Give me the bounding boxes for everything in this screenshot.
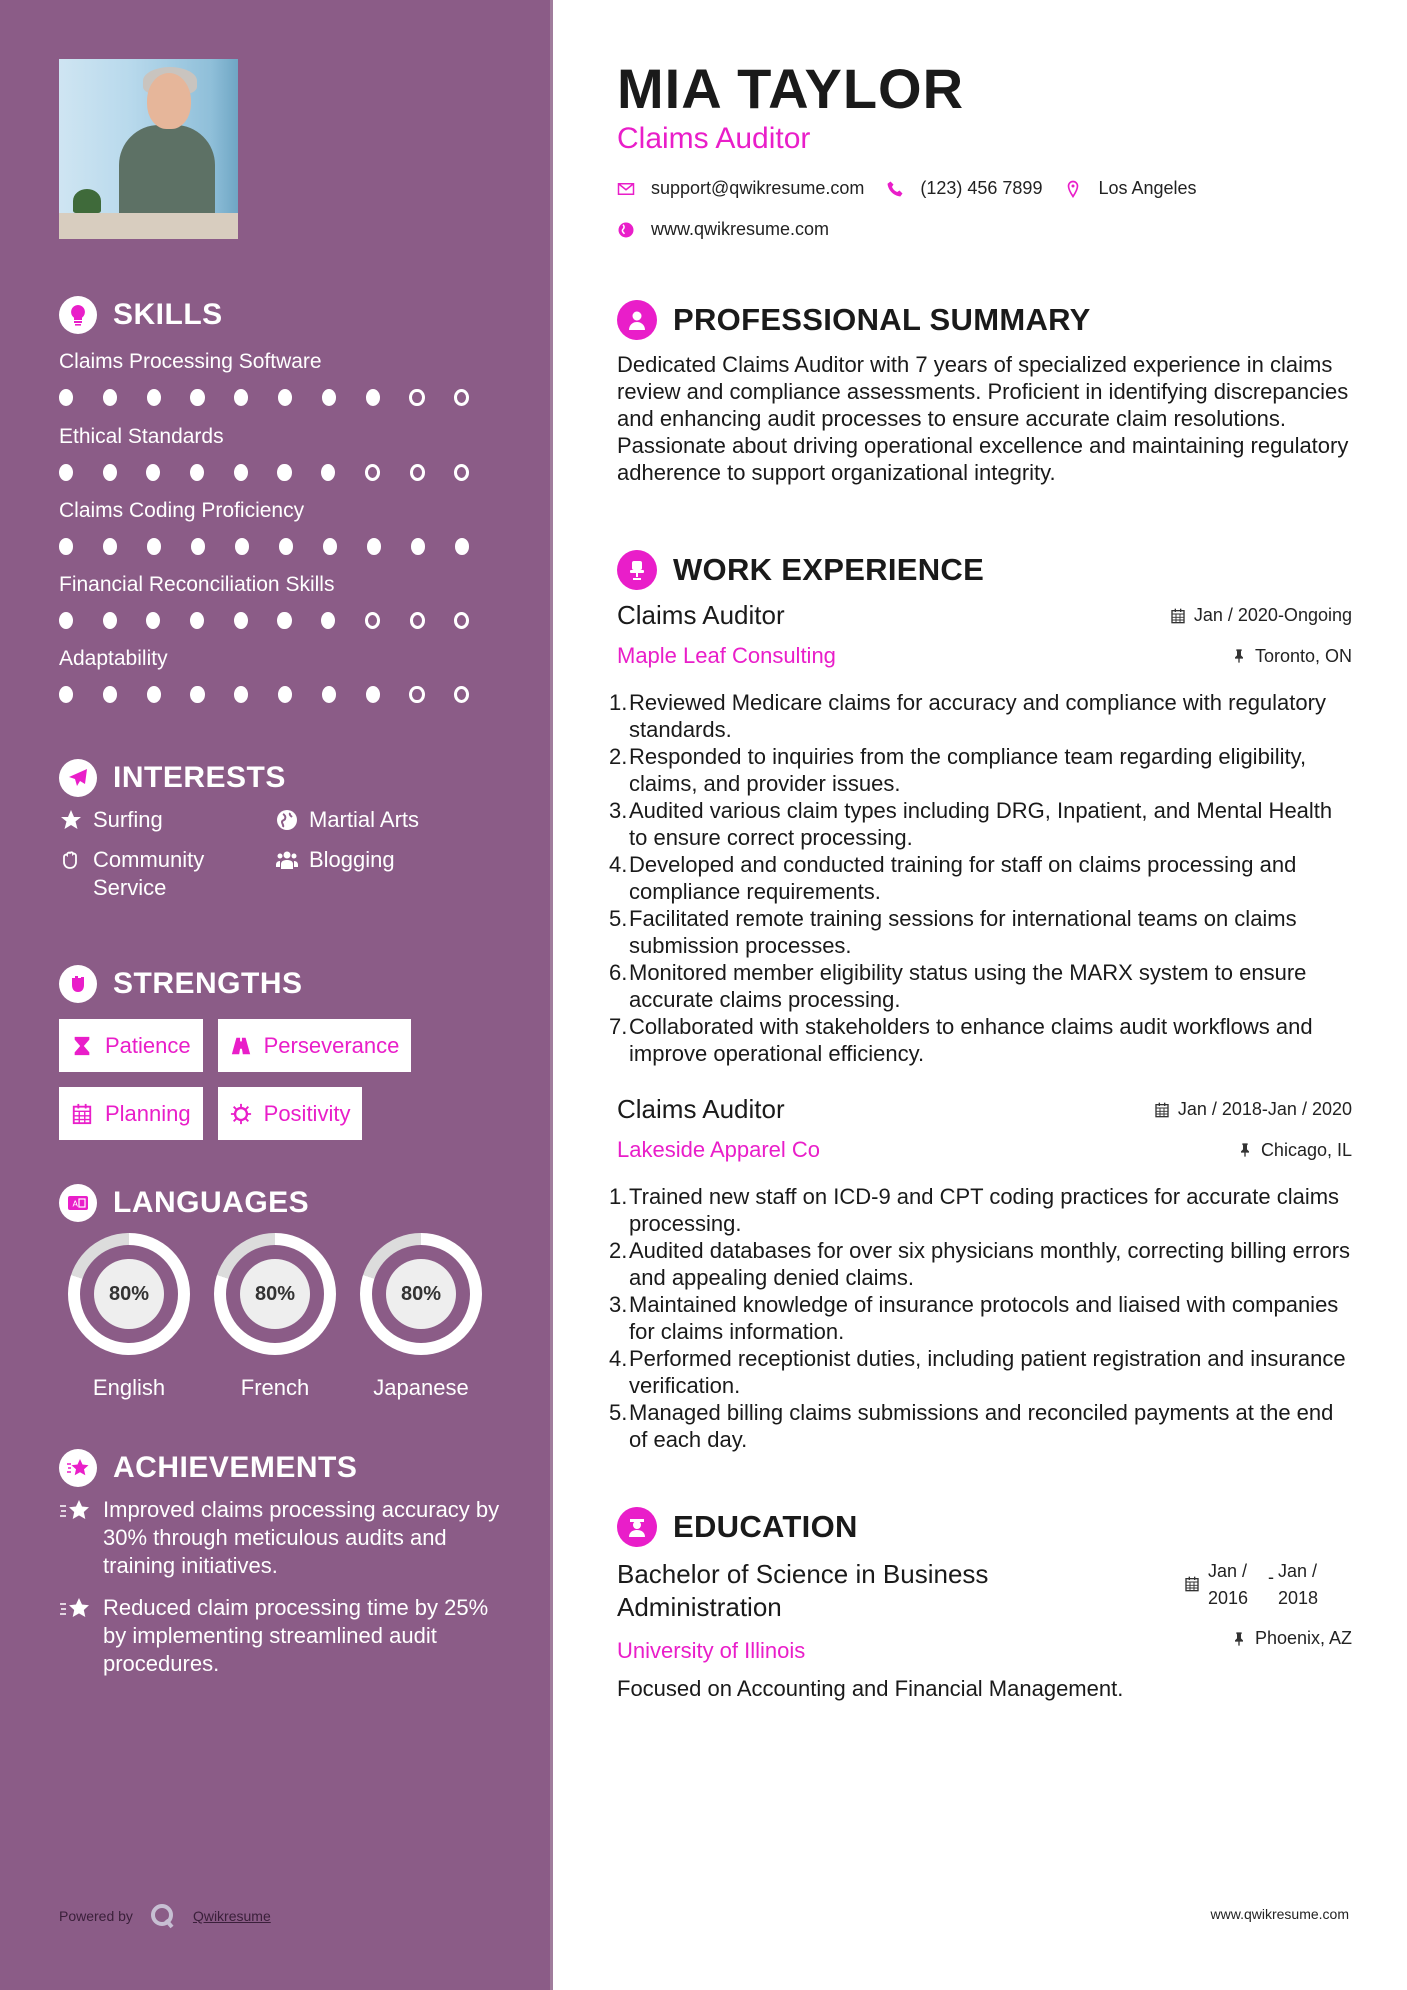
education-entry (617, 1558, 1352, 1702)
user-icon (617, 300, 657, 340)
contact-phone (886, 178, 1042, 199)
globe-icon (617, 221, 635, 239)
rating-dot-filled (277, 612, 291, 629)
bullet-item: 1. Trained new staff on ICD-9 and CPT coding practices for accurate claims processing. (609, 1184, 1340, 1236)
rating-dot-filled (321, 464, 335, 481)
location-text: Los Angeles (1098, 178, 1197, 198)
lightbulb-icon (59, 296, 97, 334)
languages-list (56, 1233, 494, 1401)
phone-icon (886, 180, 904, 198)
rating-dot-filled (190, 389, 204, 406)
achievement-text: Reduced claim processing time by 25% by implementing streamlined audit procedures. (103, 1595, 489, 1676)
interest-label: Martial Arts (309, 807, 420, 832)
job-bullets (609, 1183, 1352, 1453)
education-dates (1184, 1558, 1330, 1612)
rating-dot-empty (454, 464, 469, 481)
bullet-item: 2. Responded to inquiries from the compliance team regarding eligibility, claims, and provider issues. (609, 744, 1307, 796)
rating-dot-filled (455, 538, 469, 555)
job-location-text: Chicago, IL (1260, 1139, 1352, 1160)
rating-dot-filled (321, 612, 335, 629)
calendar-icon (1184, 1576, 1200, 1592)
profile-photo (59, 59, 238, 239)
skill-item (59, 424, 499, 481)
degree-title: Bachelor of Science in Business Administration (617, 1559, 989, 1622)
skill-item (59, 646, 499, 703)
photo-head (147, 73, 191, 129)
rating-dot-filled (59, 686, 73, 703)
rating-dot-filled (366, 686, 380, 703)
bullet-item: 1. Reviewed Medicare claims for accuracy and compliance with regulatory standards. (609, 690, 1326, 742)
rating-dot-empty (365, 612, 380, 629)
bullet-item: 3. Audited various claim types including DRG, Inpatient, and Mental Health to ensure correct processing. (609, 798, 1333, 850)
calendar-icon (1154, 1102, 1170, 1118)
rating-dot-filled (190, 686, 204, 703)
skill-rating (59, 538, 499, 555)
skill-rating (59, 464, 499, 481)
skill-rating (59, 686, 499, 703)
job-location-text: Toronto, ON (1254, 645, 1352, 666)
rating-dot-filled (59, 538, 73, 555)
candidate-name: MIA TAYLOR (617, 57, 965, 120)
rating-dot-filled (147, 389, 161, 406)
skill-item (59, 572, 499, 629)
job-bullets (609, 689, 1352, 1067)
experience-heading (617, 550, 984, 590)
skills-title: SKILLS (113, 298, 223, 331)
education-end: Jan / 2018 (1278, 1561, 1319, 1608)
language-item (348, 1233, 494, 1401)
interest-label: Blogging (309, 847, 395, 872)
education-title: EDUCATION (673, 1509, 858, 1544)
strength-badge (218, 1019, 412, 1072)
skill-rating (59, 612, 499, 629)
strength-label: Positivity (263, 1100, 351, 1126)
languages-heading (59, 1184, 309, 1222)
education-description: Focused on Accounting and Financial Management. (617, 1676, 1124, 1701)
pushpin-icon (1231, 648, 1247, 664)
company-name: Lakeside Apparel Co (617, 1137, 821, 1162)
achievement-item (59, 1594, 519, 1678)
skill-item (59, 349, 499, 406)
rating-dot-filled (278, 389, 292, 406)
contact-location (1064, 178, 1196, 199)
company-name: Maple Leaf Consulting (617, 643, 836, 668)
interest-item (275, 806, 495, 834)
road-icon (230, 1035, 252, 1057)
language-percent: 80% (94, 1259, 164, 1329)
achievements-list (59, 1496, 519, 1692)
rating-dot-filled (59, 389, 73, 406)
footer-website[interactable]: www.qwikresume.com (1210, 1906, 1349, 1922)
strength-label: Planning (105, 1100, 191, 1126)
job-dates-text: Jan / 2020-Ongoing (1193, 605, 1352, 625)
language-name: English (92, 1375, 166, 1400)
rating-dot-empty (454, 686, 469, 703)
calendar-icon (71, 1103, 93, 1125)
bullet-item: 7. Collaborated with stakeholders to enhance claims audit workflows and improve operational efficiency. (609, 1014, 1313, 1066)
experience-title: WORK EXPERIENCE (673, 552, 985, 587)
interest-label: Surfing (93, 807, 163, 832)
achievement-text: Improved claims processing accuracy by 30% through meticulous audits and training initiatives. (103, 1497, 500, 1578)
star-icon (59, 808, 83, 832)
job-location (1231, 646, 1352, 667)
strength-badge (59, 1087, 203, 1140)
skill-name: Claims Coding Proficiency (59, 499, 305, 522)
rating-dot-filled (146, 464, 160, 481)
language-name: French (240, 1375, 310, 1400)
hourglass-icon (71, 1035, 93, 1057)
rating-dot-filled (234, 686, 248, 703)
strength-label: Perseverance (263, 1032, 400, 1058)
language-progress-ring (214, 1233, 336, 1355)
rating-dot-filled (146, 612, 160, 629)
education-location-text: Phoenix, AZ (1254, 1628, 1352, 1648)
paper-plane-icon (59, 759, 97, 797)
fist-icon (59, 965, 97, 1003)
phone-text: (123) 456 7899 (920, 178, 1043, 198)
rating-dot-filled (103, 612, 117, 629)
education-heading (617, 1507, 858, 1547)
photo-desk (59, 213, 238, 239)
achievement-item (59, 1496, 519, 1580)
strengths-heading (59, 965, 303, 1003)
candidate-role: Claims Auditor (617, 122, 811, 155)
skill-name: Adaptability (59, 647, 168, 670)
email-text[interactable]: support@qwikresume.com (651, 178, 865, 198)
language-progress-ring (68, 1233, 190, 1355)
interests-heading (59, 759, 286, 797)
interest-item (275, 846, 495, 902)
shooting-star-icon (59, 1596, 91, 1622)
job-dates (1154, 1099, 1352, 1120)
rating-dot-filled (59, 612, 73, 629)
rating-dot-filled (191, 538, 205, 555)
skill-name: Ethical Standards (59, 425, 224, 448)
rating-dot-filled (322, 686, 336, 703)
rating-dot-filled (322, 389, 336, 406)
rating-dot-filled (103, 464, 117, 481)
school-name: University of Illinois (617, 1638, 806, 1663)
powered-by (59, 1902, 271, 1930)
rating-dot-empty (409, 686, 424, 703)
education-location (1231, 1628, 1352, 1649)
rating-dot-filled (323, 538, 337, 555)
website-row (617, 219, 851, 240)
bullet-item: 6. Monitored member eligibility status using the MARX system to ensure accurate claims processing. (609, 960, 1307, 1012)
graduate-icon (617, 1507, 657, 1547)
interest-label: Community Service (93, 847, 205, 900)
rating-dot-empty (454, 612, 469, 629)
job-location (1237, 1140, 1352, 1161)
job-dates-text: Jan / 2018-Jan / 2020 (1177, 1099, 1352, 1119)
job-entry (609, 1094, 1352, 1453)
envelope-icon (617, 180, 635, 198)
language-name: Japanese (373, 1375, 469, 1400)
bullet-item: 4. Performed receptionist duties, including patient registration and insurance verification. (609, 1346, 1346, 1398)
rating-dot-filled (234, 464, 248, 481)
bullet-item: 2. Audited databases for over six physicians monthly, correcting billing errors and appealing denied claims. (609, 1238, 1351, 1290)
contact-email (617, 178, 864, 199)
skill-name: Claims Processing Software (59, 350, 322, 373)
language-percent: 80% (240, 1259, 310, 1329)
shooting-star-icon (59, 1449, 97, 1487)
rating-dot-filled (277, 464, 291, 481)
rating-dot-empty (410, 612, 425, 629)
education-date-separator: - (1268, 1567, 1274, 1587)
achievements-title: ACHIEVEMENTS (113, 1451, 358, 1484)
strengths-title: STRENGTHS (113, 967, 303, 1000)
interest-item (59, 806, 275, 834)
rating-dot-filled (103, 389, 117, 406)
rating-dot-filled (278, 686, 292, 703)
rating-dot-filled (59, 464, 73, 481)
rating-dot-filled (234, 389, 248, 406)
map-pin-icon (1064, 180, 1082, 198)
language-percent: 80% (386, 1259, 456, 1329)
rating-dot-filled (367, 538, 381, 555)
calendar-icon (1170, 608, 1186, 624)
rating-dot-filled (190, 464, 204, 481)
rating-dot-empty (409, 389, 424, 406)
language-item (56, 1233, 202, 1401)
skills-heading (59, 296, 223, 334)
shooting-star-icon (59, 1498, 91, 1524)
photo-body (119, 125, 215, 221)
job-title: Claims Auditor (617, 600, 785, 630)
interest-item (59, 846, 275, 902)
rating-dot-filled (234, 612, 248, 629)
summary-heading (617, 300, 1091, 340)
sun-icon (230, 1103, 252, 1125)
skill-rating (59, 389, 499, 406)
website-text[interactable]: www.qwikresume.com (651, 219, 830, 239)
globe-icon (275, 808, 299, 832)
bullet-item: 4. Developed and conducted training for staff on claims processing and compliance requirements. (609, 852, 1297, 904)
rating-dot-empty (410, 464, 425, 481)
rating-dot-filled (279, 538, 293, 555)
sidebar (0, 0, 553, 1990)
language-progress-ring (360, 1233, 482, 1355)
rating-dot-filled (103, 686, 117, 703)
education-start: Jan / 2016 (1208, 1561, 1249, 1608)
bullet-item: 5. Facilitated remote training sessions for international teams on claims submission processes. (609, 906, 1297, 958)
bullet-item: 3. Maintained knowledge of insurance protocols and liaised with companies for claims information. (609, 1292, 1339, 1344)
language-item (202, 1233, 348, 1401)
job-dates (1170, 605, 1352, 626)
svg-text:A: A (72, 1199, 78, 1209)
achievements-heading (59, 1449, 357, 1487)
qwikresume-link[interactable]: Qwikresume (192, 1908, 271, 1924)
contact-row (617, 178, 1219, 199)
strength-badge (218, 1087, 363, 1140)
interests-list (59, 806, 499, 902)
job-entry (609, 600, 1352, 1067)
rating-dot-filled (411, 538, 425, 555)
strengths-list (59, 1019, 519, 1155)
qwikresume-logo-icon (149, 1902, 177, 1930)
bullet-item: 5. Managed billing claims submissions and reconciled payments at the end of each day. (609, 1400, 1334, 1452)
rating-dot-filled (147, 538, 161, 555)
pushpin-icon (1231, 1631, 1247, 1647)
skill-item (59, 498, 499, 555)
job-title: Claims Auditor (617, 1094, 785, 1124)
rating-dot-filled (190, 612, 204, 629)
skill-name: Financial Reconciliation Skills (59, 573, 335, 596)
interests-title: INTERESTS (113, 761, 286, 794)
photo-plant (73, 189, 101, 213)
rating-dot-filled (147, 686, 161, 703)
languages-title: LANGUAGES (113, 1186, 310, 1219)
pushpin-icon (1237, 1142, 1253, 1158)
office-chair-icon (617, 550, 657, 590)
summary-text: Dedicated Claims Auditor with 7 years of specialized experience in claims review and compliance assessments. Proficient in identifying discrepancies and enhancing audit processes to ensure accurate claim resolutions. Passionate about driving operational excellence and maintaining regulatory adherence to support organizational integrity. (617, 352, 1349, 485)
rating-dot-filled (235, 538, 249, 555)
rating-dot-filled (366, 389, 380, 406)
rating-dot-empty (365, 464, 380, 481)
hand-icon (59, 848, 83, 872)
strength-label: Patience (105, 1032, 191, 1058)
powered-by-label: Powered by (59, 1908, 133, 1924)
strength-badge (59, 1019, 203, 1072)
rating-dot-filled (103, 538, 117, 555)
rating-dot-empty (454, 389, 469, 406)
contact-website (617, 219, 829, 240)
users-icon (275, 848, 299, 872)
translate-icon (59, 1184, 97, 1222)
summary-title: PROFESSIONAL SUMMARY (673, 302, 1091, 337)
